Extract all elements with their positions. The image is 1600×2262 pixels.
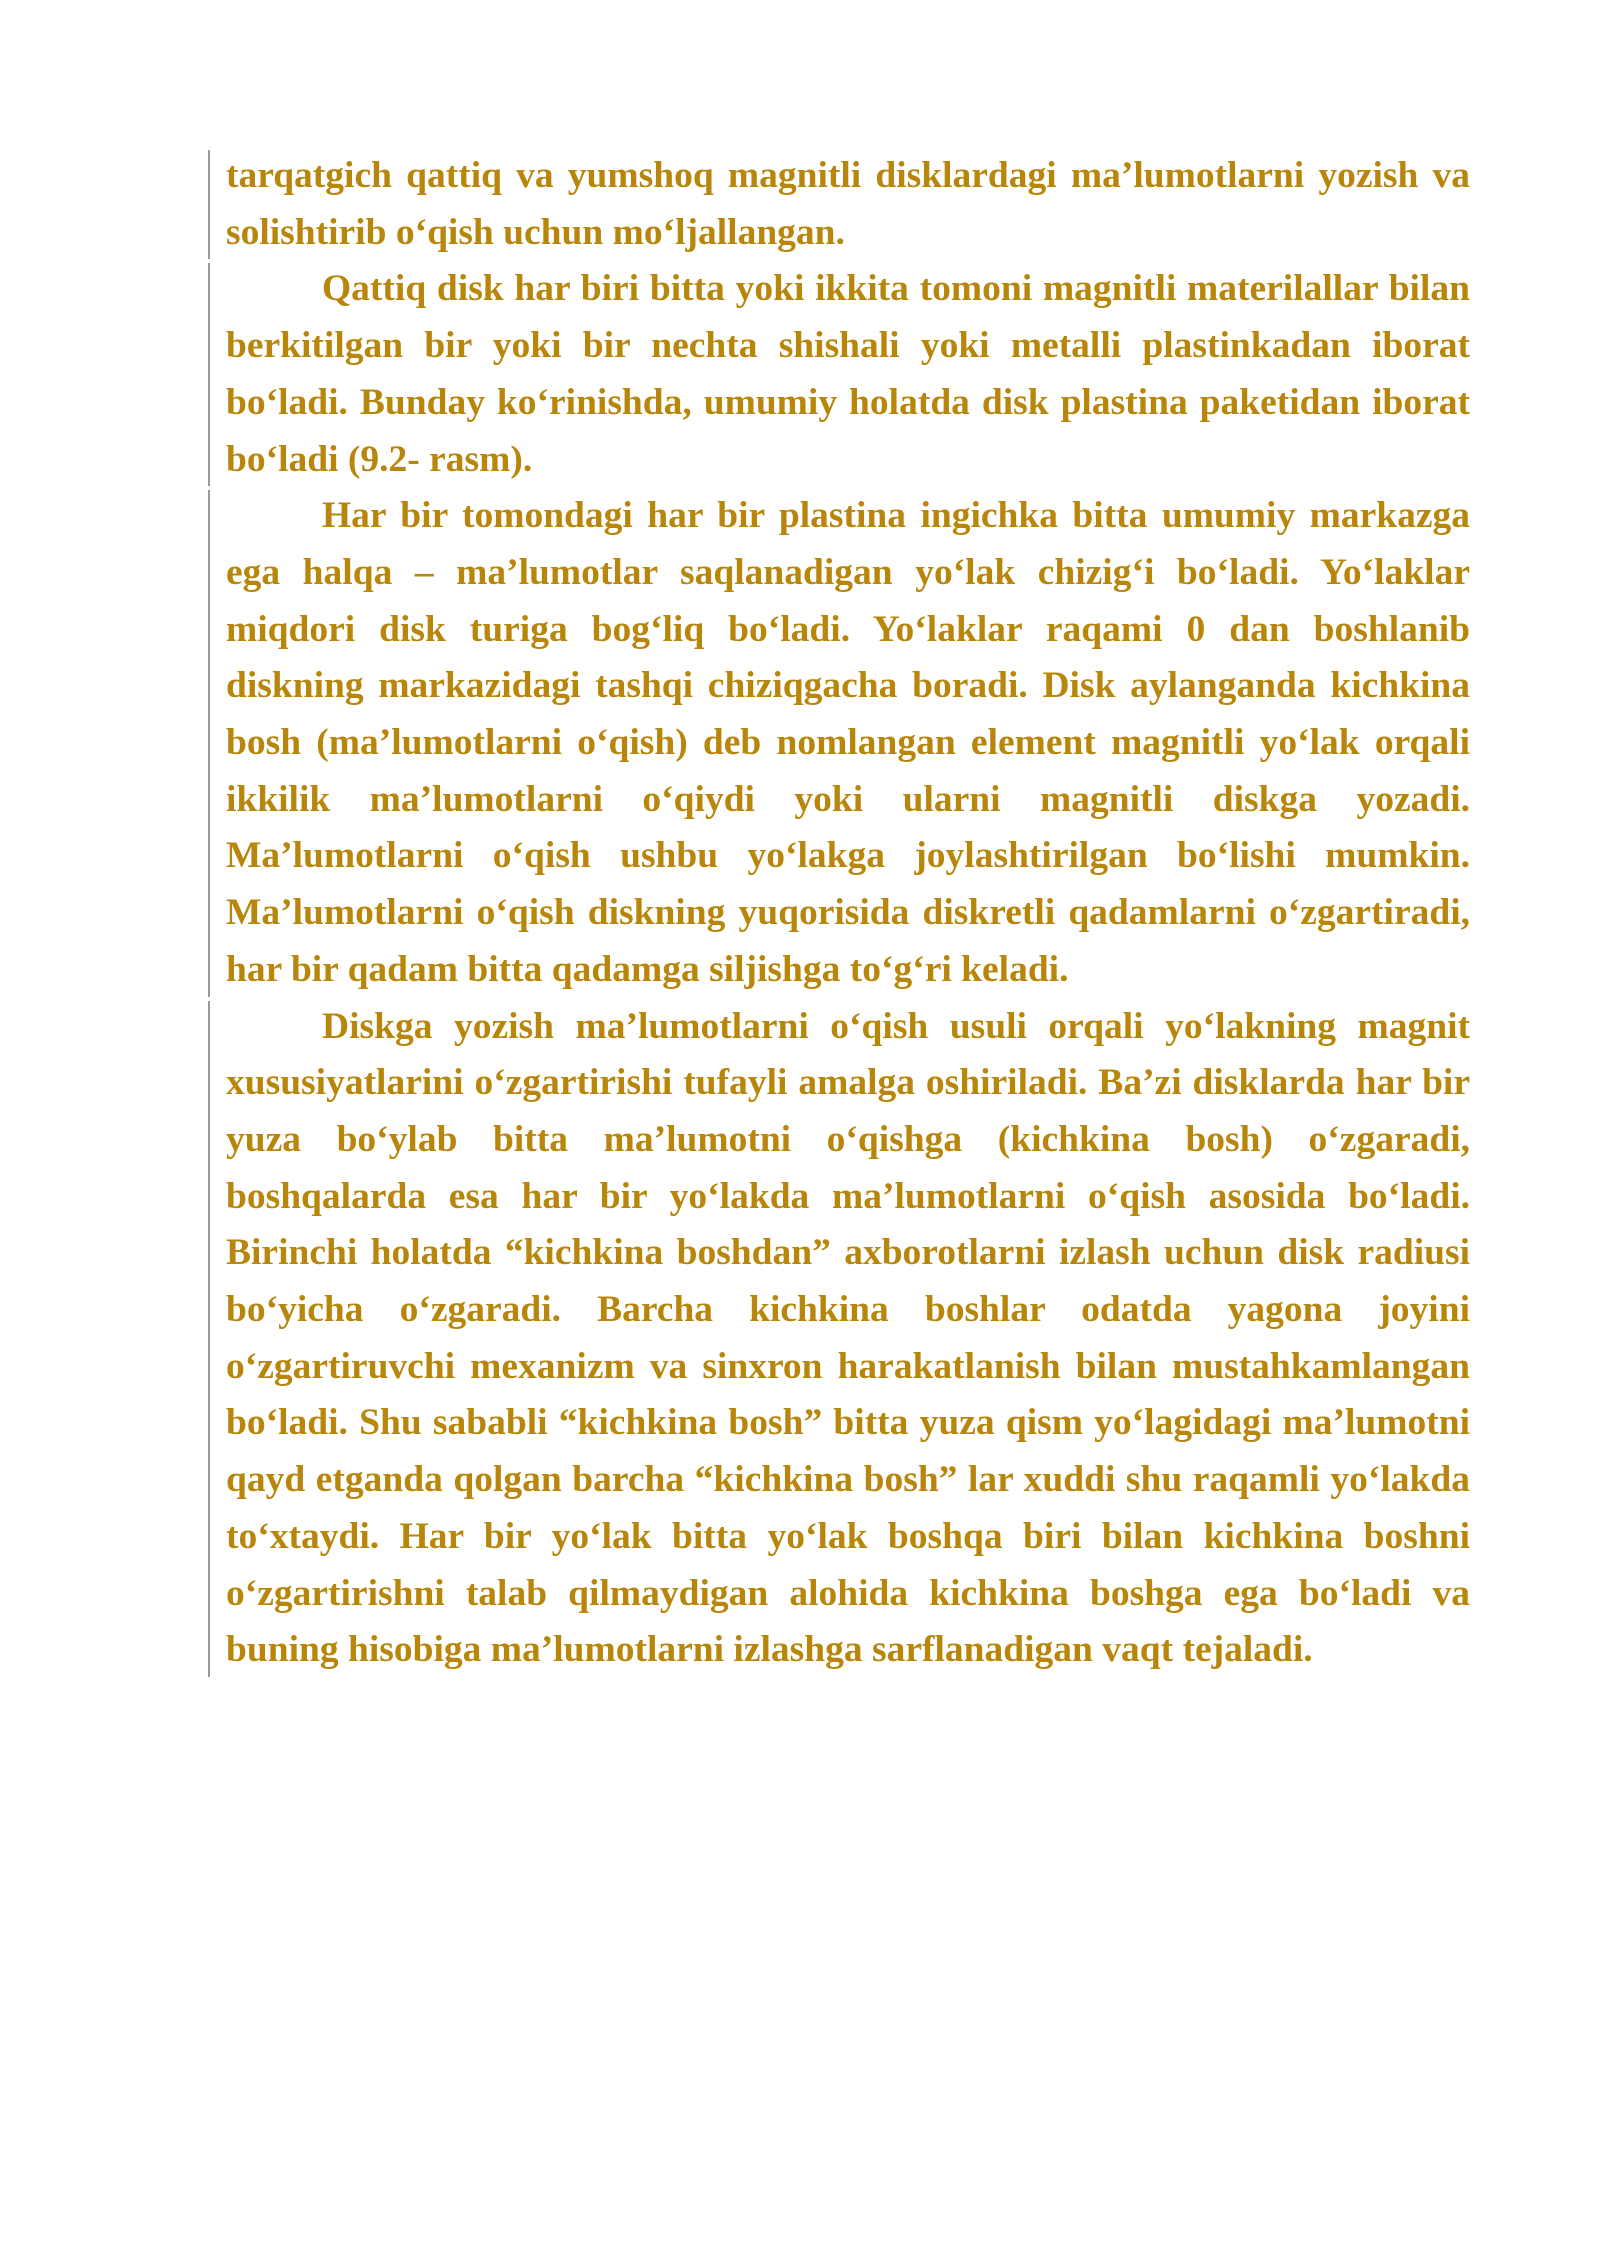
paragraph-2 <box>226 261 1470 488</box>
paragraph-2-text: Qattiq disk har biri bitta yoki ikkita tomoni magnitli materilallar bilan berkitilgan bir yoki bir nechta shishali yoki metalli plastinkadan iborat bo‘ladi. Bunday ko‘rinishda, umumiy holatda disk plastina paketidan iborat bo‘ladi (9.2- rasm). <box>226 268 1470 480</box>
paragraph-4-text: Diskga yozish ma’lumotlarni o‘qish usuli orqali yo‘lakning magnit xususiyatlarini o‘zgartirishi tufayli amalga oshiriladi. Ba’zi disklarda har bir yuza bo‘ylab bitta ma’lumotni o‘qishga (kichkina bosh) o‘zgaradi, boshqalarda esa har bir yo‘lakda ma’lumotlarni o‘qish asosida bo‘ladi. Birinchi holatda “kichkina boshdan” axborotlarni izlash uchun disk radiusi bo‘yicha o‘zgaradi. Barcha kichkina boshlar odatda yagona joyini o‘zgartiruvchi mexanizm va sinxron harakatlanish bilan mustahkamlangan bo‘ladi. Shu sababli “kichkina bosh” bitta yuza qism yo‘lagidagi ma’lumotni qayd etganda qolgan barcha “kichkina bosh” lar xuddi shu raqamli yo‘lakda to‘xtaydi. Har bir yo‘lak bitta yo‘lak boshqa biri bilan kichkina boshni o‘zgartirishni talab qilmaydigan alohida kichkina boshga ega bo‘ladi va buning hisobiga ma’lumotlarni izlashga sarflanadigan vaqt tejaladi. <box>226 1005 1470 1671</box>
paragraph-1 <box>226 148 1470 261</box>
change-bar <box>208 490 210 996</box>
paragraph-4 <box>226 999 1470 1679</box>
paragraph-1-text: tarqatgich qattiq va yumshoq magnitli disklardagi ma’lumotlarni yozish va solishtirib o‘qish uchun mo‘ljallangan. <box>226 155 1470 253</box>
change-bar <box>208 1001 210 1677</box>
paragraph-3-text: Har bir tomondagi har bir plastina ingichka bitta umumiy markazga ega halqa – ma’lumotlar saqlanadigan yo‘lak chizig‘i bo‘ladi. Yo‘laklar miqdori disk turiga bog‘liq bo‘ladi. Yo‘laklar raqami 0 dan boshlanib diskning markazidagi tashqi chiziqgacha boradi. Disk aylanganda kichkina bosh (ma’lumotlarni o‘qish) deb nomlangan element magnitli yo‘lak orqali ikkilik ma’lumotlarni o‘qiydi yoki ularni magnitli diskga yozadi. Ma’lumotlarni o‘qish ushbu yo‘lakga joylashtirilgan bo‘lishi mumkin. Ma’lumotlarni o‘qish diskning yuqorisida diskretli qadamlarni o‘zgartiradi, har bir qadam bitta qadamga siljishga to‘g‘ri keladi. <box>226 495 1470 990</box>
text-body <box>226 148 1470 1679</box>
change-bar <box>208 263 210 486</box>
paragraph-3 <box>226 488 1470 998</box>
change-bar <box>208 150 210 259</box>
